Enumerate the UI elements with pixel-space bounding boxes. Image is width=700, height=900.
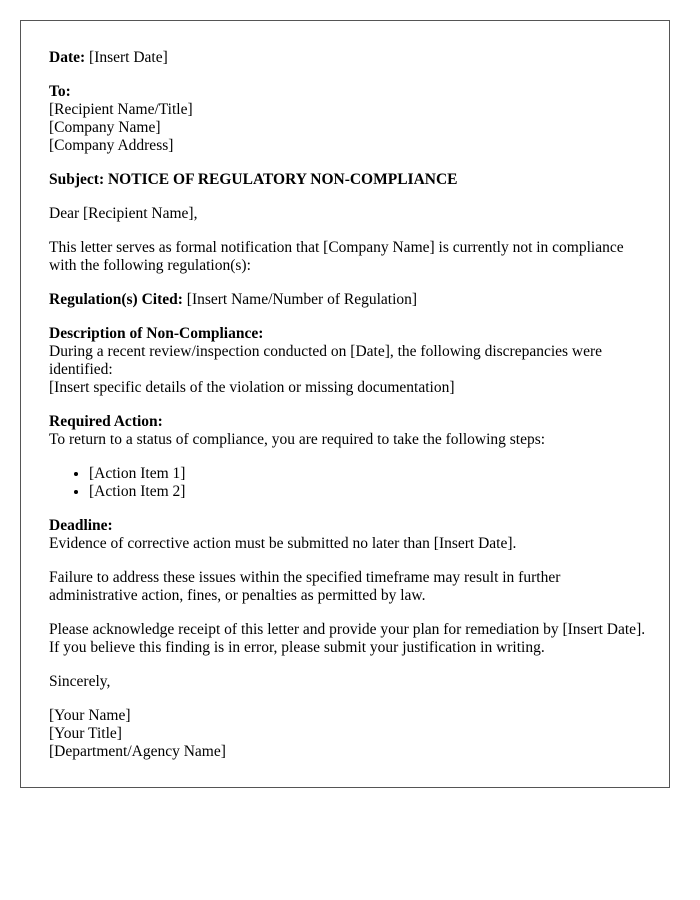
closing: Sincerely,	[49, 673, 111, 690]
subject-label: Subject:	[49, 171, 105, 188]
intro-paragraph: This letter serves as formal notification that [Company Name] is currently not in compliance with the following regulation(s):	[49, 239, 624, 274]
acknowledge-paragraph: Please acknowledge receipt of this letter and provide your plan for remediation by [Insert Date]. If you believe this finding is in error, please submit your justification in writing.	[49, 621, 646, 656]
date-line	[49, 49, 649, 67]
to-label: To:	[49, 83, 71, 100]
salutation: Dear [Recipient Name],	[49, 205, 198, 222]
recipient-company: [Company Name]	[49, 119, 161, 136]
signature-name: [Your Name]	[49, 707, 131, 724]
subject-line	[49, 171, 649, 189]
description-details: [Insert specific details of the violation or missing documentation]	[49, 379, 455, 396]
failure-paragraph: Failure to address these issues within the specified timeframe may result in further administrative action, fines, or penalties as permitted by law.	[49, 569, 561, 604]
regulation-line	[49, 291, 649, 309]
subject-value: NOTICE OF REGULATORY NON-COMPLIANCE	[107, 171, 458, 188]
letter-container	[20, 20, 670, 788]
description-label: Description of Non-Compliance:	[49, 325, 264, 342]
signature-block	[49, 707, 649, 761]
deadline-label: Deadline:	[49, 517, 113, 534]
action-item: • [Action Item 2]	[89, 483, 649, 501]
required-action-label: Required Action:	[49, 413, 163, 430]
date-value: [Insert Date]	[89, 49, 168, 66]
regulation-label: Regulation(s) Cited:	[49, 291, 183, 308]
deadline-section	[49, 517, 649, 553]
recipient-block	[49, 83, 649, 155]
action-item-list	[49, 465, 649, 501]
signature-department: [Department/Agency Name]	[49, 743, 226, 760]
recipient-address: [Company Address]	[49, 137, 174, 154]
date-label: Date:	[49, 49, 86, 66]
description-text: During a recent review/inspection conducted on [Date], the following discrepancies were identified:	[49, 343, 603, 378]
recipient-name: [Recipient Name/Title]	[49, 101, 193, 118]
description-section	[49, 325, 649, 397]
required-action-section	[49, 413, 649, 501]
action-item: • [Action Item 1]	[89, 465, 649, 483]
regulation-value: [Insert Name/Number of Regulation]	[186, 291, 418, 308]
required-action-text: To return to a status of compliance, you are required to take the following steps:	[49, 431, 546, 448]
deadline-text: Evidence of corrective action must be submitted no later than [Insert Date].	[49, 535, 517, 552]
signature-title: [Your Title]	[49, 725, 122, 742]
